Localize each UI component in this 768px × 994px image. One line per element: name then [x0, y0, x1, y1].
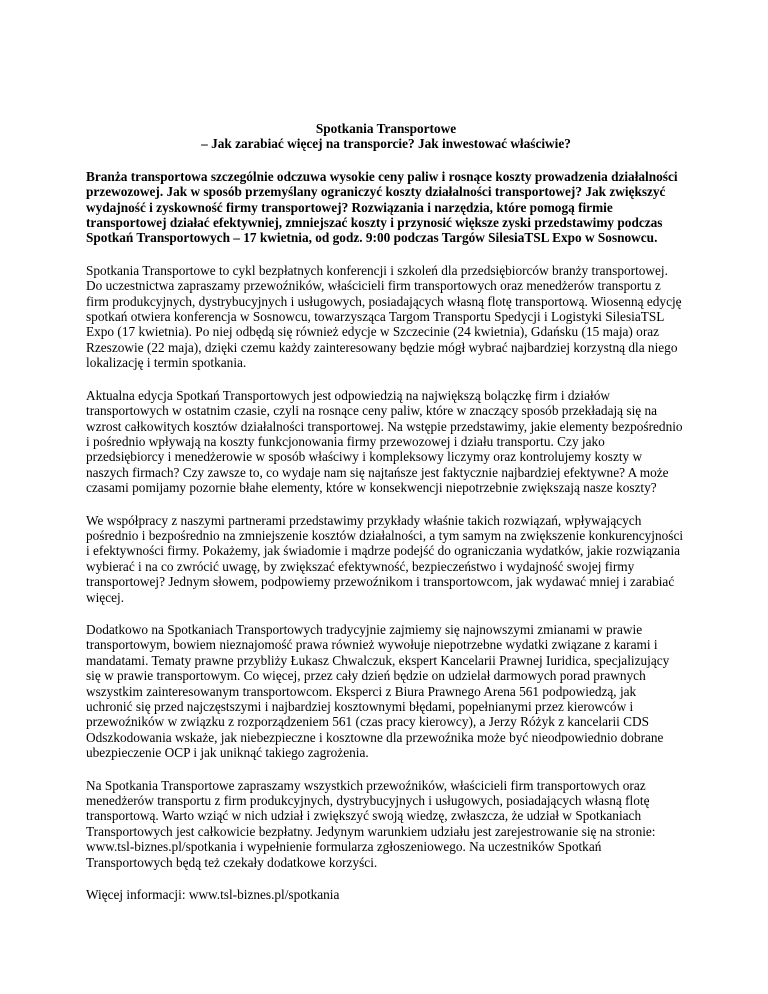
body-paragraph-2: Aktualna edycja Spotkań Transportowych jest odpowiedzią na największą bolączkę firm i działów transportowych w ostatnim czasie, czyli na rosnące ceny paliw, które w znaczący sposób przekładają się na wzrost całkowitych kosztów działalności transportowej. Na wstępie przedstawimy, jakie elementy bezpośrednio i pośrednio wpływają na koszty funkcjonowania firmy przewozowej i działu transportu. Czy jako przedsiębiorcy i menedżerowie w sposób właściwy i kompleksowy liczymy oraz kontrolujemy koszty w naszych firmach? Czy zawsze to, co wydaje nam się najtańsze jest faktycznie najbardziej efektywne? A może czasami pomijamy pozornie błahe elementy, które w konsekwencji niepotrzebnie zwiększają nasze koszty?: [86, 387, 683, 496]
more-info-line: Więcej informacji: www.tsl-biznes.pl/spotkania: [86, 887, 340, 903]
body-paragraph-3: We współpracy z naszymi partnerami przedstawimy przykłady właśnie takich rozwiązań, wpływających pośrednio i bezpośrednio na zmniejszenie kosztów działalności, a tym samym na zwiększenie konkurencyjności i efektywności firmy. Pokażemy, jak świadomie i mądrze podejść do ograniczania wydatków, jakie rozwiązania wybierać i na co zwrócić uwagę, by zwiększać efektywność, bezpieczeństwo i wydajność swojej firmy transportowej? Jednym słowem, podpowiemy przewoźnikom i transportowcom, jak wydawać mniej i zarabiać więcej.: [86, 512, 684, 605]
lead-paragraph: Branża transportowa szczególnie odczuwa wysokie ceny paliw i rosnące koszty prowadzenia działalności przewozowej. Jak w sposób przemyślany ograniczyć koszty działalności transportowej? Jak zwiększyć wydajność i zyskowność firmy transportowej? Rozwiązania i narzędzia, które pomogą firmie transportowej działać efektywniej, zmniejszać koszty i przynosić większe zyski przedstawimy podczas Spotkań Transportowych – 17 kwietnia, od godz. 9:00 podczas Targów SilesiaTSL Expo w Sosnowcu.: [86, 168, 678, 246]
document-page: [86, 121, 686, 902]
document-title: [86, 121, 686, 152]
title-line-1: Spotkania Transportowe: [315, 121, 457, 136]
body-paragraph-5: Na Spotkania Transportowe zapraszamy wszystkich przewoźników, właścicieli firm transportowych oraz menedżerów transportu z firm produkcyjnych, dystrybucyjnych i usługowych, posiadających własną flotę transportową. Warto wziąć w nich udział i zwiększyć swoją wiedzę, zwłaszcza, że udział w Spotkaniach Transportowych jest całkowicie bezpłatny. Jedynym warunkiem udziału jest zarejestrowanie się na stronie: www.tsl-biznes.pl/spotkania i wypełnienie formularza zgłoszeniowego. Na uczestników Spotkań Transportowych będą też czekały dodatkowe korzyści.: [86, 777, 656, 870]
body-paragraph-4: Dodatkowo na Spotkaniach Transportowych tradycyjnie zajmiemy się najnowszymi zmianami w prawie transportowym, bowiem nieznajomość prawa również wywołuje niepotrzebne wydatki związane z karami i mandatami. Tematy prawne przybliży Łukasz Chwalczuk, ekspert Kancelarii Prawnej Iuridica, specjalizujący się w prawie transportowym. Co więcej, przez cały dzień będzie on udzielał darmowych porad prawnych wszystkim zainteresowanym transportowcom. Eksperci z Biura Prawnego Arena 561 podpowiedzą, jak uchronić się przed najczęstszymi i najbardziej kosztownymi błędami, popełnianymi przez kierowców i przewoźników w związku z rozporządzeniem 561 (czas pracy kierowcy), a Jerzy Różyk z kancelarii CDS Odszkodowania wskaże, jak niebezpieczne i kosztowne dla przewoźnika może być nieodpowiednio dobrane ubezpieczenie OCP i jak uniknąć takiego zagrożenia.: [86, 621, 670, 761]
title-line-2: – Jak zarabiać więcej na transporcie? Jak inwestować właściwie?: [201, 136, 571, 152]
body-paragraph-1: Spotkania Transportowe to cykl bezpłatnych konferencji i szkoleń dla przedsiębiorców branży transportowej. Do uczestnictwa zapraszamy przewoźników, właścicieli firm transportowych oraz menedżerów transportu z firm produkcyjnych, dystrybucyjnych i usługowych, posiadających własną flotę transportową. Wiosenną edycję spotkań otwiera konferencja w Sosnowcu, towarzysząca Targom Transportu Spedycji i Logistyki SilesiaTSL Expo (17 kwietnia). Po niej odbędą się również edycje w Szczecinie (24 kwietnia), Gdańsku (15 maja) oraz Rzeszowie (22 maja), dzięki czemu każdy zainteresowany będzie mógł wybrać najbardziej korzystną dla niego lokalizację i termin spotkania.: [86, 262, 682, 371]
